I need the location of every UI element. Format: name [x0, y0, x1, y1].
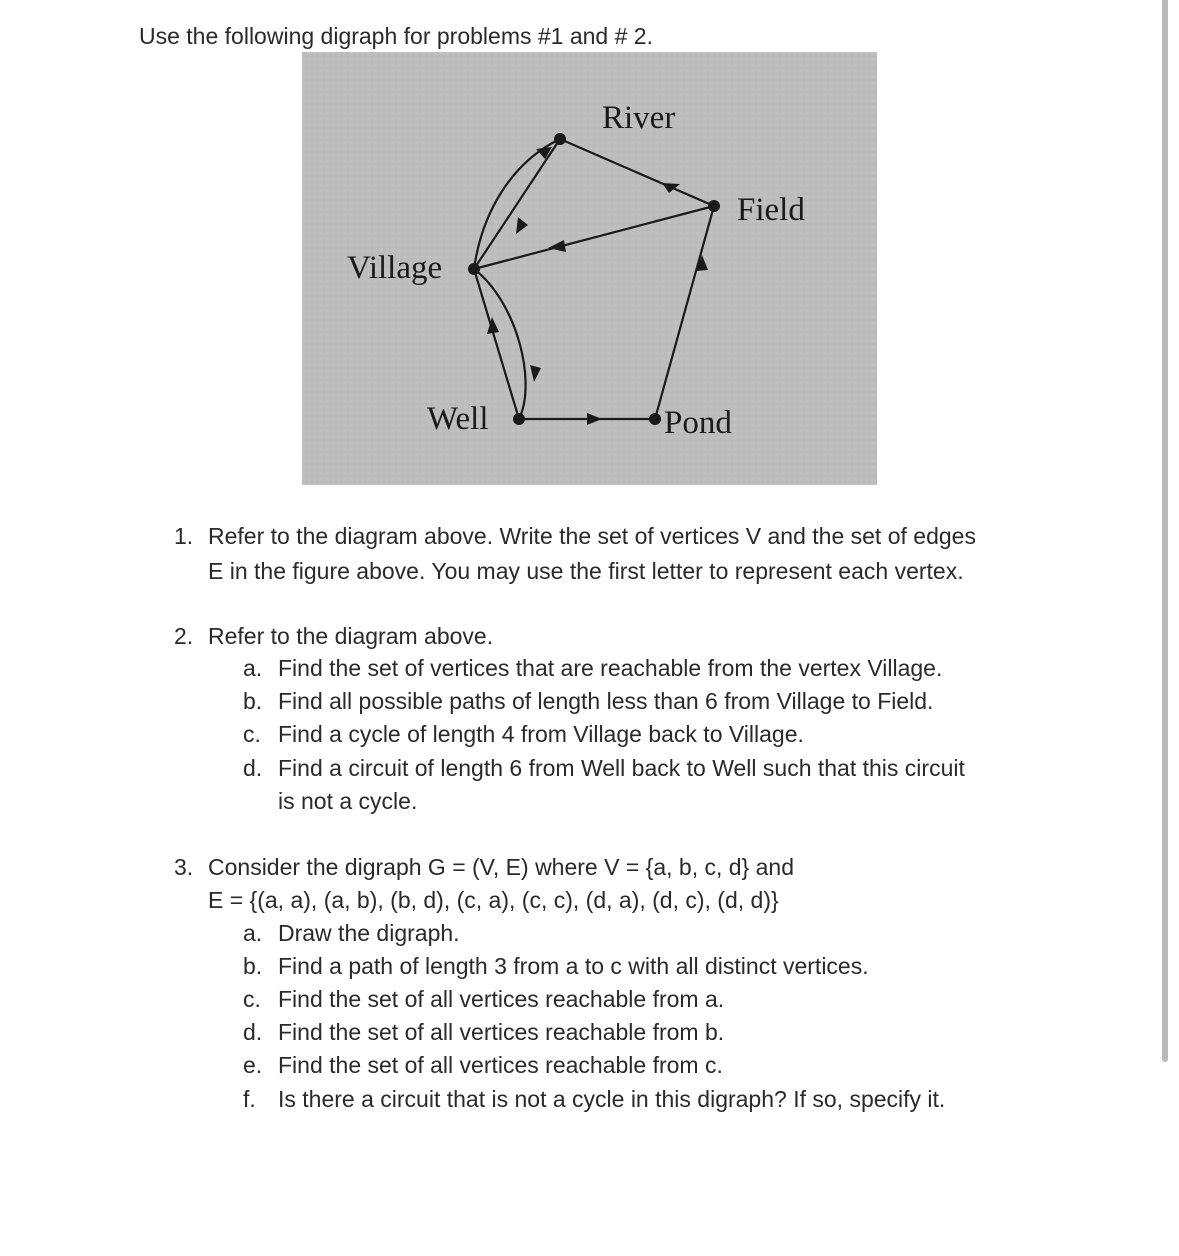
problem-1-line-2: E in the figure above. You may use the first letter to represent each vertex. — [208, 558, 964, 584]
label-well: Well — [427, 401, 489, 437]
problem-3f-letter: f. — [243, 1086, 256, 1112]
problem-3-number: 3. — [174, 854, 194, 880]
vertex-river — [554, 133, 566, 145]
problem-3c-text: Find the set of all vertices reachable from a. — [278, 986, 725, 1012]
label-village: Village — [347, 250, 443, 286]
problem-2c-letter: c. — [243, 721, 261, 747]
problem-3b-text: Find a path of length 3 from a to c with all distinct vertices. — [278, 953, 869, 979]
problem-2a-text: Find the set of vertices that are reachable from the vertex Village. — [278, 655, 943, 681]
problem-2d-letter: d. — [243, 755, 263, 781]
problem-2b-text: Find all possible paths of length less than 6 from Village to Field. — [278, 688, 934, 714]
vertex-pond — [649, 413, 661, 425]
problem-2a-letter: a. — [243, 655, 263, 681]
problem-3f-text: Is there a circuit that is not a cycle in this digraph? If so, specify it. — [278, 1086, 946, 1112]
problem-3a-letter: a. — [243, 920, 263, 946]
problem-2d-text: Find a circuit of length 6 from Well back to Well such that this circuit — [278, 755, 965, 781]
digraph-figure — [302, 52, 877, 485]
problem-2-stem: Refer to the diagram above. — [208, 623, 494, 649]
vertex-well — [513, 413, 525, 425]
digraph-svg — [302, 52, 877, 485]
problem-3e-letter: e. — [243, 1052, 263, 1078]
vertical-scrollbar[interactable] — [1162, 0, 1168, 1062]
problem-3b-letter: b. — [243, 953, 263, 979]
problem-3d-letter: d. — [243, 1019, 263, 1045]
vertex-field — [708, 200, 720, 212]
problem-3e-text: Find the set of all vertices reachable from c. — [278, 1052, 723, 1078]
label-field: Field — [737, 192, 805, 228]
problem-2b-letter: b. — [243, 688, 263, 714]
problem-2c-text: Find a cycle of length 4 from Village back to Village. — [278, 721, 804, 747]
problem-1-number: 1. — [174, 523, 194, 549]
problem-1-line-1: Refer to the diagram above. Write the set of vertices V and the set of edges — [208, 523, 976, 549]
intro-text: Use the following digraph for problems #1 and # 2. — [139, 23, 653, 49]
vertex-village — [468, 263, 480, 275]
problem-3-stem-2: E = {(a, a), (a, b), (b, d), (c, a), (c, c), (d, a), (d, c), (d, d)} — [208, 887, 779, 913]
label-pond: Pond — [664, 405, 732, 441]
problem-3d-text: Find the set of all vertices reachable from b. — [278, 1019, 725, 1045]
problem-3-stem-1: Consider the digraph G = (V, E) where V = {a, b, c, d} and — [208, 854, 795, 880]
problem-3a-text: Draw the digraph. — [278, 920, 460, 946]
label-river: River — [602, 100, 676, 136]
problem-3c-letter: c. — [243, 986, 261, 1012]
problem-2d-text-continued: is not a cycle. — [278, 788, 418, 814]
problem-2-number: 2. — [174, 623, 194, 649]
